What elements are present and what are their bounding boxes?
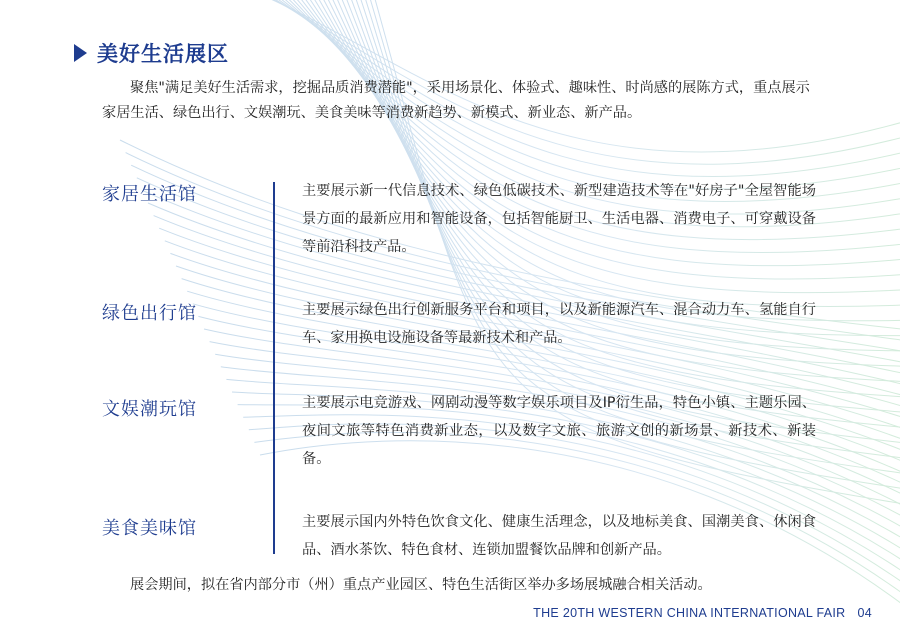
hall-desc-cuisine: 主要展示国内外特色饮食文化、健康生活理念，以及地标美食、国潮美食、休闲食品、酒水茶饮、特色食材、连锁加盟餐饮品牌和创新产品。 [302, 514, 816, 558]
hall-name-green-travel: 绿色出行馆 [102, 303, 197, 324]
page-number: 04 [857, 606, 872, 620]
hall-desc-green-travel: 主要展示绿色出行创新服务平台和项目，以及新能源汽车、混合动力车、氢能自行车、家用换电设施设备等最新技术和产品。 [302, 302, 816, 346]
section-heading [74, 38, 229, 68]
vertical-divider [273, 182, 275, 554]
section-title: 美好生活展区 [97, 42, 229, 66]
hall-desc-entertainment: 主要展示电竞游戏、网剧动漫等数字娱乐项目及IP衍生品，特色小镇、主题乐园、夜间文旅等特色消费新业态，以及数字文旅、旅游文创的新场景、新技术、新装备。 [302, 395, 816, 467]
hall-name-cuisine: 美食美味馆 [102, 518, 197, 539]
hall-name-home-living: 家居生活馆 [102, 184, 197, 205]
page-footer [533, 606, 872, 620]
hall-name-entertainment: 文娱潮玩馆 [102, 399, 197, 420]
footer-note: 展会期间，拟在省内部分市（州）重点产业园区、特色生活街区举办多场展城融合相关活动。 [130, 577, 712, 593]
triangle-bullet-icon [74, 44, 87, 62]
hall-desc-home-living: 主要展示新一代信息技术、绿色低碳技术、新型建造技术等在"好房子"全屋智能场景方面的最新应用和智能设备，包括智能厨卫、生活电器、消费电子、可穿戴设备等前沿科技产品。 [302, 183, 816, 255]
intro-paragraph: 聚焦"满足美好生活需求，挖掘品质消费潜能"，采用场景化、体验式、趣味性、时尚感的展陈方式，重点展示家居生活、绿色出行、文娱潮玩、美食美味等消费新趋势、新模式、新业态、新产品。 [102, 80, 810, 121]
fair-name: THE 20TH WESTERN CHINA INTERNATIONAL FAIR [533, 606, 846, 620]
